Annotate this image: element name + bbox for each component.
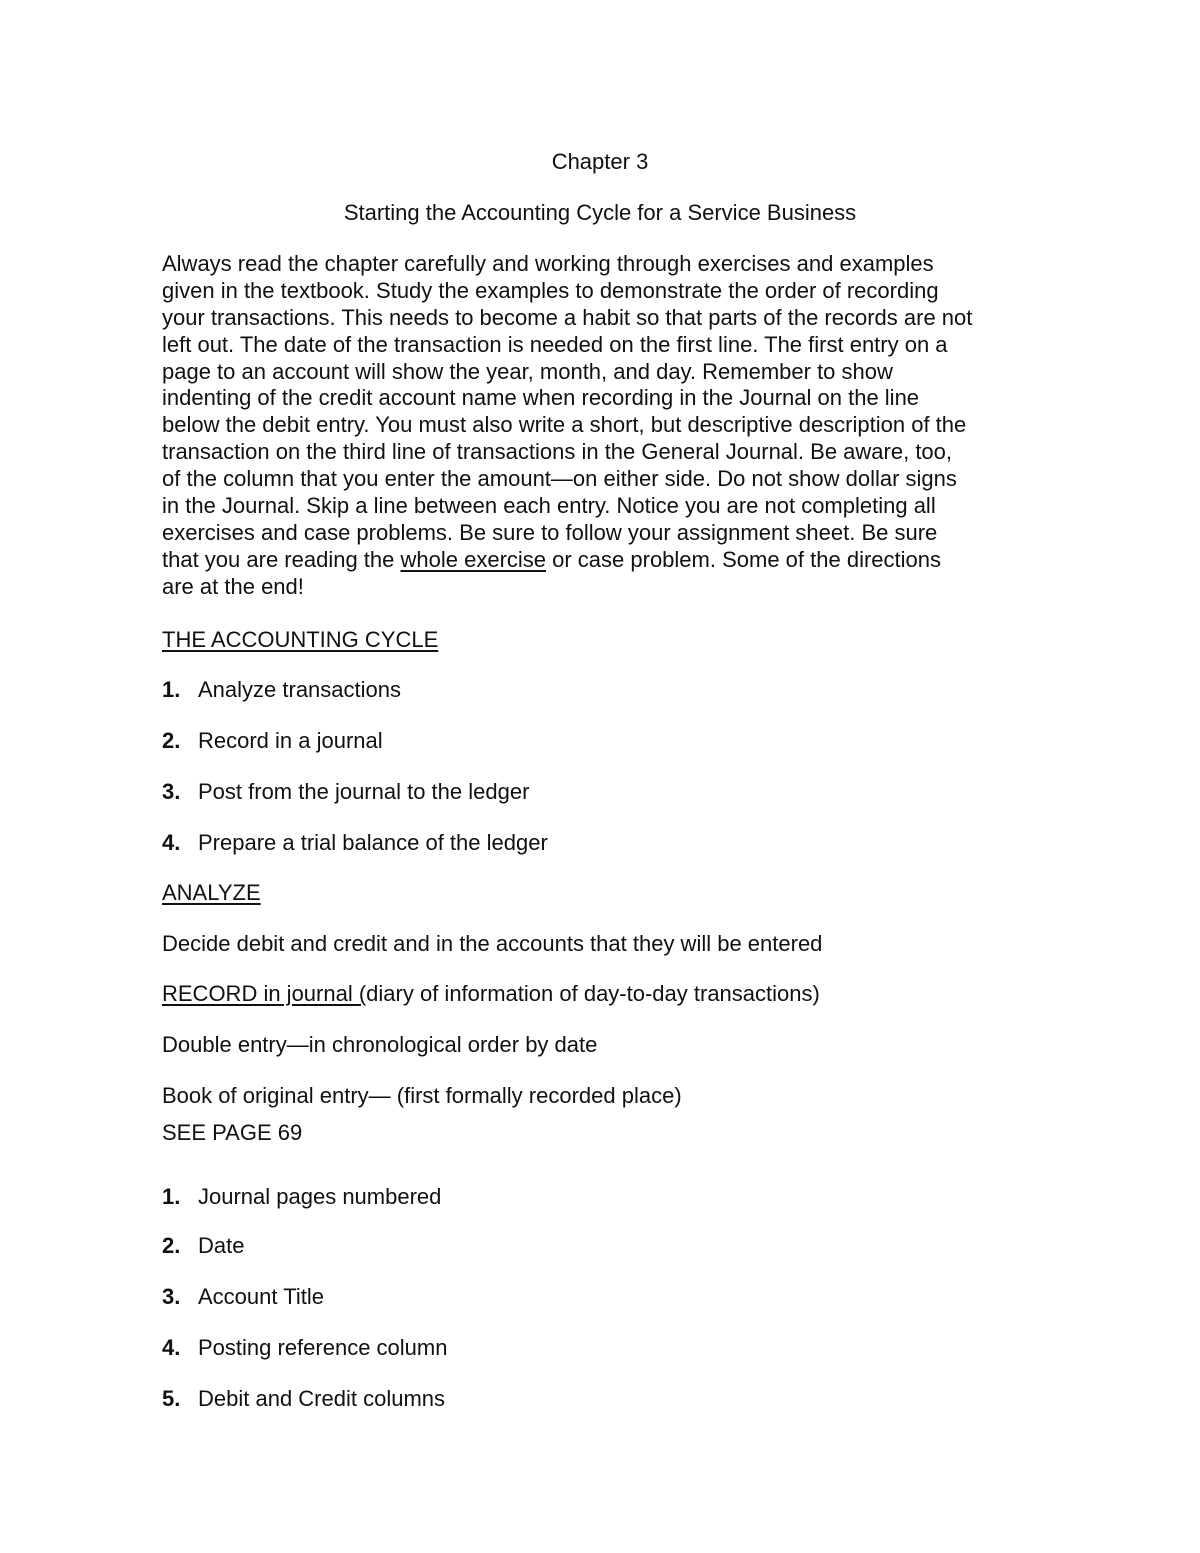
whole-exercise-emphasis: whole exercise	[400, 546, 547, 572]
analyze-heading: ANALYZE	[162, 880, 261, 905]
intro-line: page to an account will show the year, month, and day. Remember to show	[162, 358, 893, 384]
record-heading-line	[162, 981, 820, 1007]
intro-line-with-underline	[162, 547, 1042, 574]
cycle-step	[162, 677, 401, 703]
chapter-subtitle: Starting the Accounting Cycle for a Service Business	[343, 200, 857, 225]
intro-line: indenting of the credit account name when recording in the Journal on the line	[162, 385, 920, 411]
step-number: 3.	[162, 1284, 181, 1309]
analyze-text: Decide debit and credit and in the accounts that they will be entered	[162, 931, 823, 956]
record-heading: RECORD in journal (	[162, 981, 367, 1006]
intro-line: below the debit entry. You must also write a short, but descriptive description of the	[162, 412, 967, 438]
intro-line: transaction on the third line of transactions in the General Journal. Be aware, too,	[162, 439, 953, 465]
intro-line: Always read the chapter carefully and working through exercises and examples	[162, 251, 934, 276]
journal-part	[162, 1284, 324, 1310]
journal-part	[162, 1386, 445, 1412]
intro-line: of the column that you enter the amount—on either side. Do not show dollar signs	[162, 466, 957, 492]
journal-part	[162, 1335, 447, 1361]
intro-line: are at the end!	[162, 573, 304, 599]
step-number: 5.	[162, 1386, 181, 1411]
step-number: 1.	[162, 1184, 181, 1209]
step-number: 2.	[162, 1233, 181, 1258]
step-number: 3.	[162, 779, 181, 804]
document-page	[162, 0, 1042, 1553]
step-text: Date	[198, 1233, 245, 1258]
step-number: 4.	[162, 1335, 181, 1360]
double-entry-text: Double entry—in chronological order by date	[162, 1032, 598, 1057]
see-page-note: SEE PAGE 69	[162, 1120, 303, 1145]
intro-paragraph	[162, 251, 1042, 601]
step-text: Debit and Credit columns	[198, 1386, 446, 1411]
book-entry-text: Book of original entry— (first formally recorded place)	[162, 1083, 682, 1108]
step-text: Posting reference column	[198, 1335, 448, 1360]
step-text: Prepare a trial balance of the ledger	[198, 830, 548, 855]
step-text: Record in a journal	[198, 728, 383, 753]
step-number: 4.	[162, 830, 181, 855]
step-text: Account Title	[198, 1284, 324, 1309]
accounting-cycle-heading: THE ACCOUNTING CYCLE	[162, 627, 439, 652]
journal-part	[162, 1233, 244, 1259]
intro-line: exercises and case problems. Be sure to follow your assignment sheet. Be sure	[162, 519, 938, 545]
intro-line: left out. The date of the transaction is needed on the first line. The first entry on a	[162, 331, 948, 357]
chapter-title: Chapter 3	[551, 149, 649, 174]
cycle-step	[162, 728, 383, 754]
step-text: Post from the journal to the ledger	[198, 779, 530, 804]
intro-last-prefix: that you are reading the	[162, 546, 401, 572]
intro-line: your transactions. This needs to become a habit so that parts of the records are not	[162, 304, 973, 330]
step-number: 1.	[162, 677, 181, 702]
journal-part	[162, 1184, 441, 1210]
intro-last-suffix: or case problem. Some of the directions	[546, 546, 941, 572]
cycle-step	[162, 830, 548, 856]
cycle-step	[162, 779, 529, 805]
step-text: Journal pages numbered	[198, 1184, 442, 1209]
intro-line: in the Journal. Skip a line between each entry. Notice you are not completing all	[162, 493, 936, 519]
step-number: 2.	[162, 728, 181, 753]
record-heading-rest: diary of information of day-to-day transactions)	[366, 981, 820, 1006]
intro-line: given in the textbook. Study the examples to demonstrate the order of recording	[162, 277, 939, 303]
step-text: Analyze transactions	[198, 677, 401, 702]
